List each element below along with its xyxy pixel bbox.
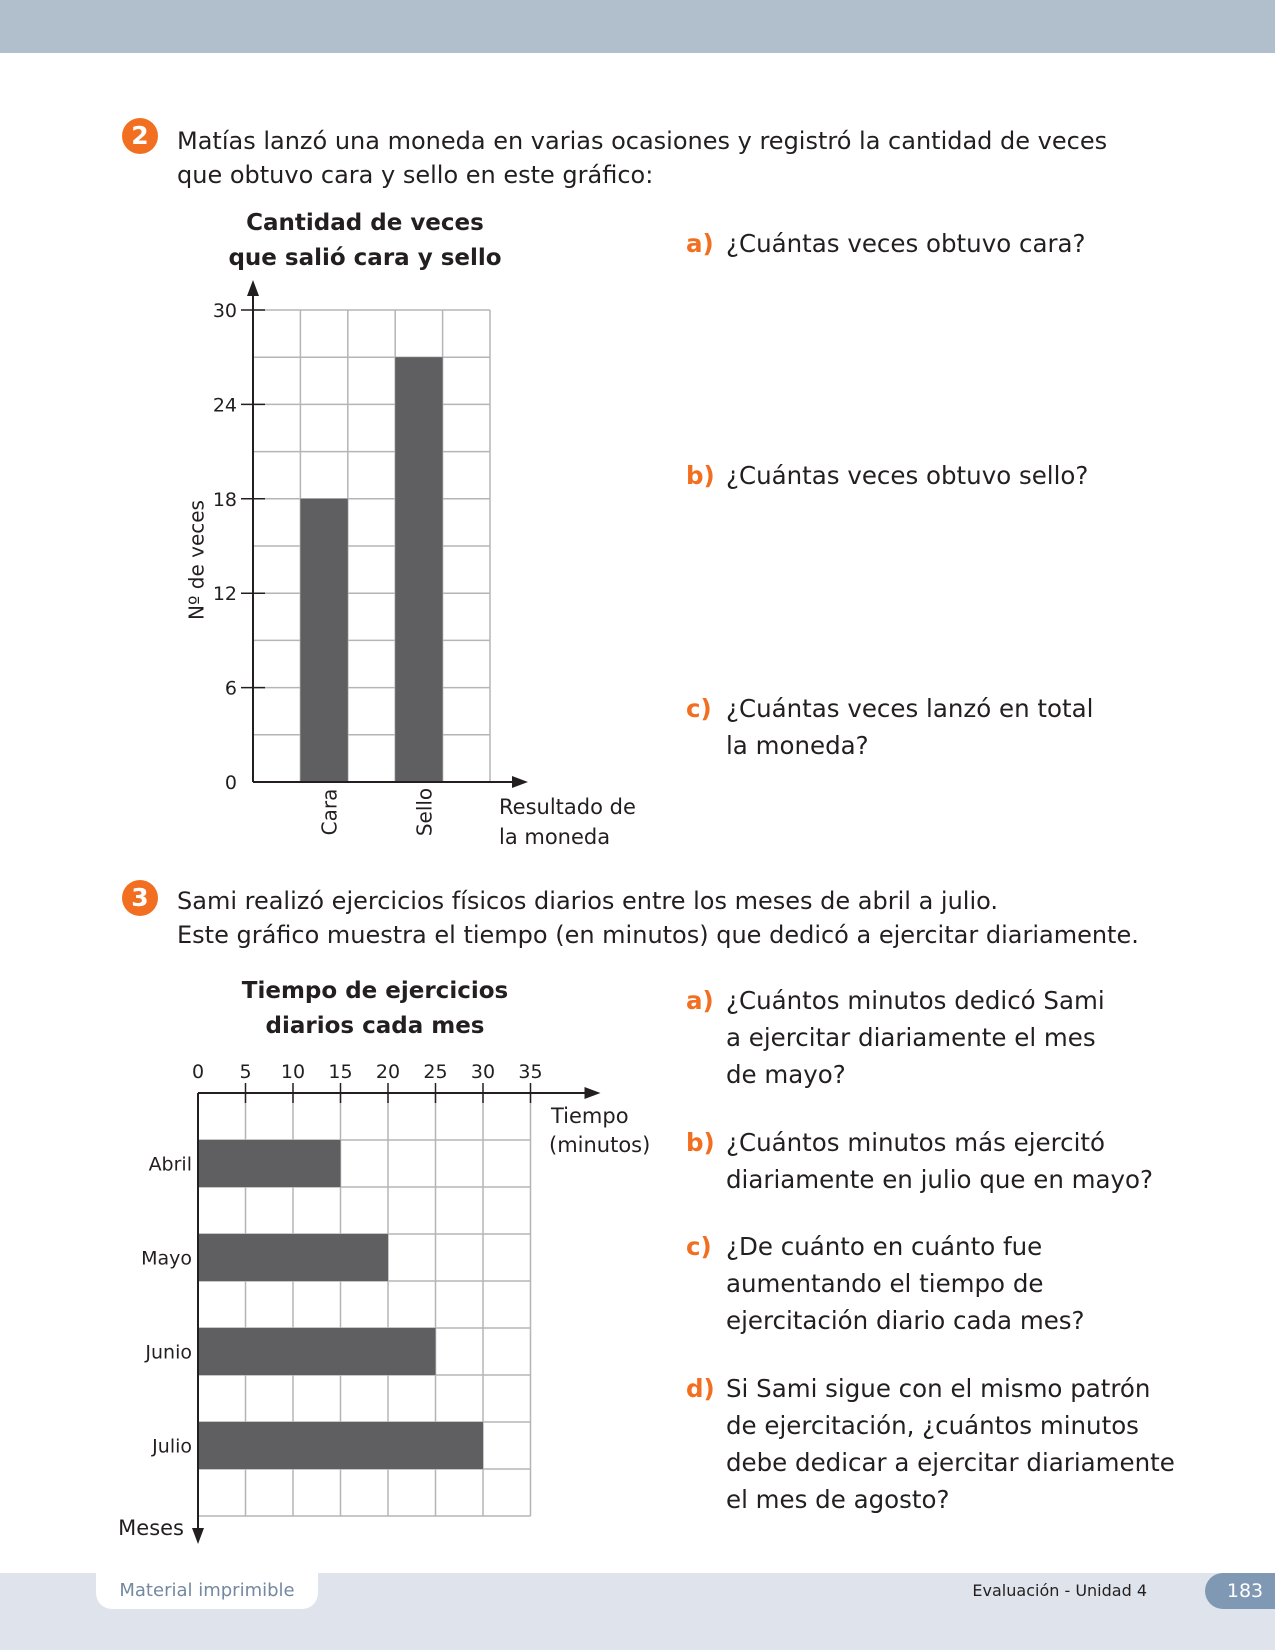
chart-2-grid xyxy=(198,1093,531,1516)
problem-3-question-c xyxy=(686,1228,1206,1339)
chart-1-title xyxy=(200,206,530,276)
chart-1-axes xyxy=(241,280,528,788)
chart-2-title xyxy=(210,974,540,1044)
bar-mayo xyxy=(198,1234,388,1281)
bar-abril xyxy=(198,1140,341,1187)
y-tick-label-julio: Julio xyxy=(152,1435,192,1458)
question-label: d) xyxy=(686,1374,715,1403)
x-axis-title-line-1: Tiempo xyxy=(551,1104,629,1128)
question-text-line-1: Si Sami sigue con el mismo patrón xyxy=(726,1374,1151,1403)
problem-2-question-b xyxy=(686,457,1206,494)
question-label: c) xyxy=(686,694,712,723)
problem-2-stem-line-1: Matías lanzó una moneda en varias ocasiones y registró la cantidad de veces xyxy=(177,127,1108,155)
problem-2-question-a xyxy=(686,225,1206,262)
question-text-line-2: diariamente en julio que en mayo? xyxy=(726,1165,1154,1194)
x-tick-label: 25 xyxy=(423,1061,448,1083)
problem-2-stem-line-2: que obtuvo cara y sello en este gráfico: xyxy=(177,161,654,189)
footer-section-label: Evaluación - Unidad 4 xyxy=(972,1581,1147,1600)
chart-2-bars xyxy=(198,1140,483,1469)
x-tick-label-cara: Cara xyxy=(317,788,342,836)
x-tick-label: 35 xyxy=(518,1061,543,1083)
question-text-line-2: a ejercitar diariamente el mes xyxy=(726,1023,1096,1052)
problem-2-stem xyxy=(177,124,1257,192)
question-label: a) xyxy=(686,229,714,258)
y-axis-arrow-icon xyxy=(192,1528,204,1544)
y-tick-label: 24 xyxy=(212,394,237,417)
y-tick-label-junio: Junio xyxy=(145,1341,192,1364)
y-axis-title: Nº de veces xyxy=(184,500,209,620)
y-axis-title: Meses xyxy=(118,1516,184,1540)
bar-julio xyxy=(198,1422,483,1469)
x-tick-label: 0 xyxy=(191,1061,205,1083)
bar-sello xyxy=(395,357,442,782)
question-text-line-1: ¿Cuántos minutos más ejercitó xyxy=(726,1128,1105,1157)
chart-1-bars xyxy=(300,357,442,782)
question-text: ¿Cuántas veces obtuvo cara? xyxy=(726,229,1086,258)
problem-3-question-b xyxy=(686,1124,1256,1198)
x-tick-label: 15 xyxy=(328,1061,353,1083)
question-label: b) xyxy=(686,461,715,490)
problem-3-question-a xyxy=(686,982,1206,1093)
bar-cara xyxy=(300,499,347,782)
question-text-line-1: ¿De cuánto en cuánto fue xyxy=(726,1232,1043,1261)
question-text-line-2: la moneda? xyxy=(726,731,869,760)
question-text-line-1: ¿Cuántos minutos dedicó Sami xyxy=(726,986,1105,1015)
chart-1-title-line-2: que salió cara y sello xyxy=(228,245,502,271)
y-tick-label-mayo: Mayo xyxy=(141,1247,192,1270)
chart-1-title-line-1: Cantidad de veces xyxy=(246,210,484,236)
chart-2-title-line-1: Tiempo de ejercicios xyxy=(241,978,509,1004)
y-tick-label-abril: Abril xyxy=(148,1153,192,1176)
x-axis-title-line-2: la moneda xyxy=(499,825,611,849)
problem-3-stem-line-1: Sami realizó ejercicios físicos diarios entre los meses de abril a julio. xyxy=(177,887,999,915)
problem-2-number-badge: 2 xyxy=(122,118,158,154)
x-tick-label: 30 xyxy=(470,1061,496,1083)
x-tick-label: 20 xyxy=(375,1061,401,1083)
question-text-line-2: aumentando el tiempo de xyxy=(726,1269,1044,1298)
chart-1-labels xyxy=(185,300,636,849)
question-text-line-4: el mes de agosto? xyxy=(726,1485,950,1514)
y-axis-arrow-icon xyxy=(247,280,259,296)
x-tick-label: 5 xyxy=(239,1061,252,1083)
chart-2-labels xyxy=(118,1061,650,1540)
question-text: ¿Cuántas veces obtuvo sello? xyxy=(726,461,1089,490)
problem-3-stem-line-2: Este gráfico muestra el tiempo (en minutos) que dedicó a ejercitar diariamente. xyxy=(177,921,1139,949)
y-tick-label: 12 xyxy=(212,583,237,606)
chart-2-axes xyxy=(192,1083,601,1544)
x-axis-arrow-icon xyxy=(512,776,528,788)
chart-1-grid xyxy=(253,310,490,782)
question-label: c) xyxy=(686,1232,712,1261)
question-text-line-3: debe dedicar a ejercitar diariamente xyxy=(726,1448,1175,1477)
problem-2-question-c xyxy=(686,690,1206,764)
x-tick-label: 10 xyxy=(280,1061,306,1083)
x-tick-label-sello: Sello xyxy=(412,787,437,837)
y-tick-label: 30 xyxy=(212,300,237,322)
question-text-line-1: ¿Cuántas veces lanzó en total xyxy=(726,694,1094,723)
chart-2-title-line-2: diarios cada mes xyxy=(265,1013,485,1039)
top-band xyxy=(0,0,1275,53)
footer-material-tab: Material imprimible xyxy=(96,1572,318,1609)
question-text-line-3: ejercitación diario cada mes? xyxy=(726,1306,1085,1335)
bar-junio xyxy=(198,1328,436,1375)
question-label: b) xyxy=(686,1128,715,1157)
problem-3-stem xyxy=(177,884,1267,952)
y-tick-label: 6 xyxy=(224,677,237,700)
y-tick-label: 0 xyxy=(224,772,237,794)
problem-3-question-d xyxy=(686,1370,1256,1518)
problem-3-number-badge: 3 xyxy=(122,880,158,916)
x-axis-title-line-2: (minutos) xyxy=(549,1133,651,1157)
page-number: 183 xyxy=(1205,1573,1275,1609)
question-text-line-2: de ejercitación, ¿cuántos minutos xyxy=(726,1411,1139,1440)
x-axis-title-line-1: Resultado de xyxy=(499,795,636,819)
question-text-line-3: de mayo? xyxy=(726,1060,846,1089)
x-axis-arrow-icon xyxy=(585,1087,601,1099)
y-tick-label: 18 xyxy=(212,488,237,511)
question-label: a) xyxy=(686,986,714,1015)
